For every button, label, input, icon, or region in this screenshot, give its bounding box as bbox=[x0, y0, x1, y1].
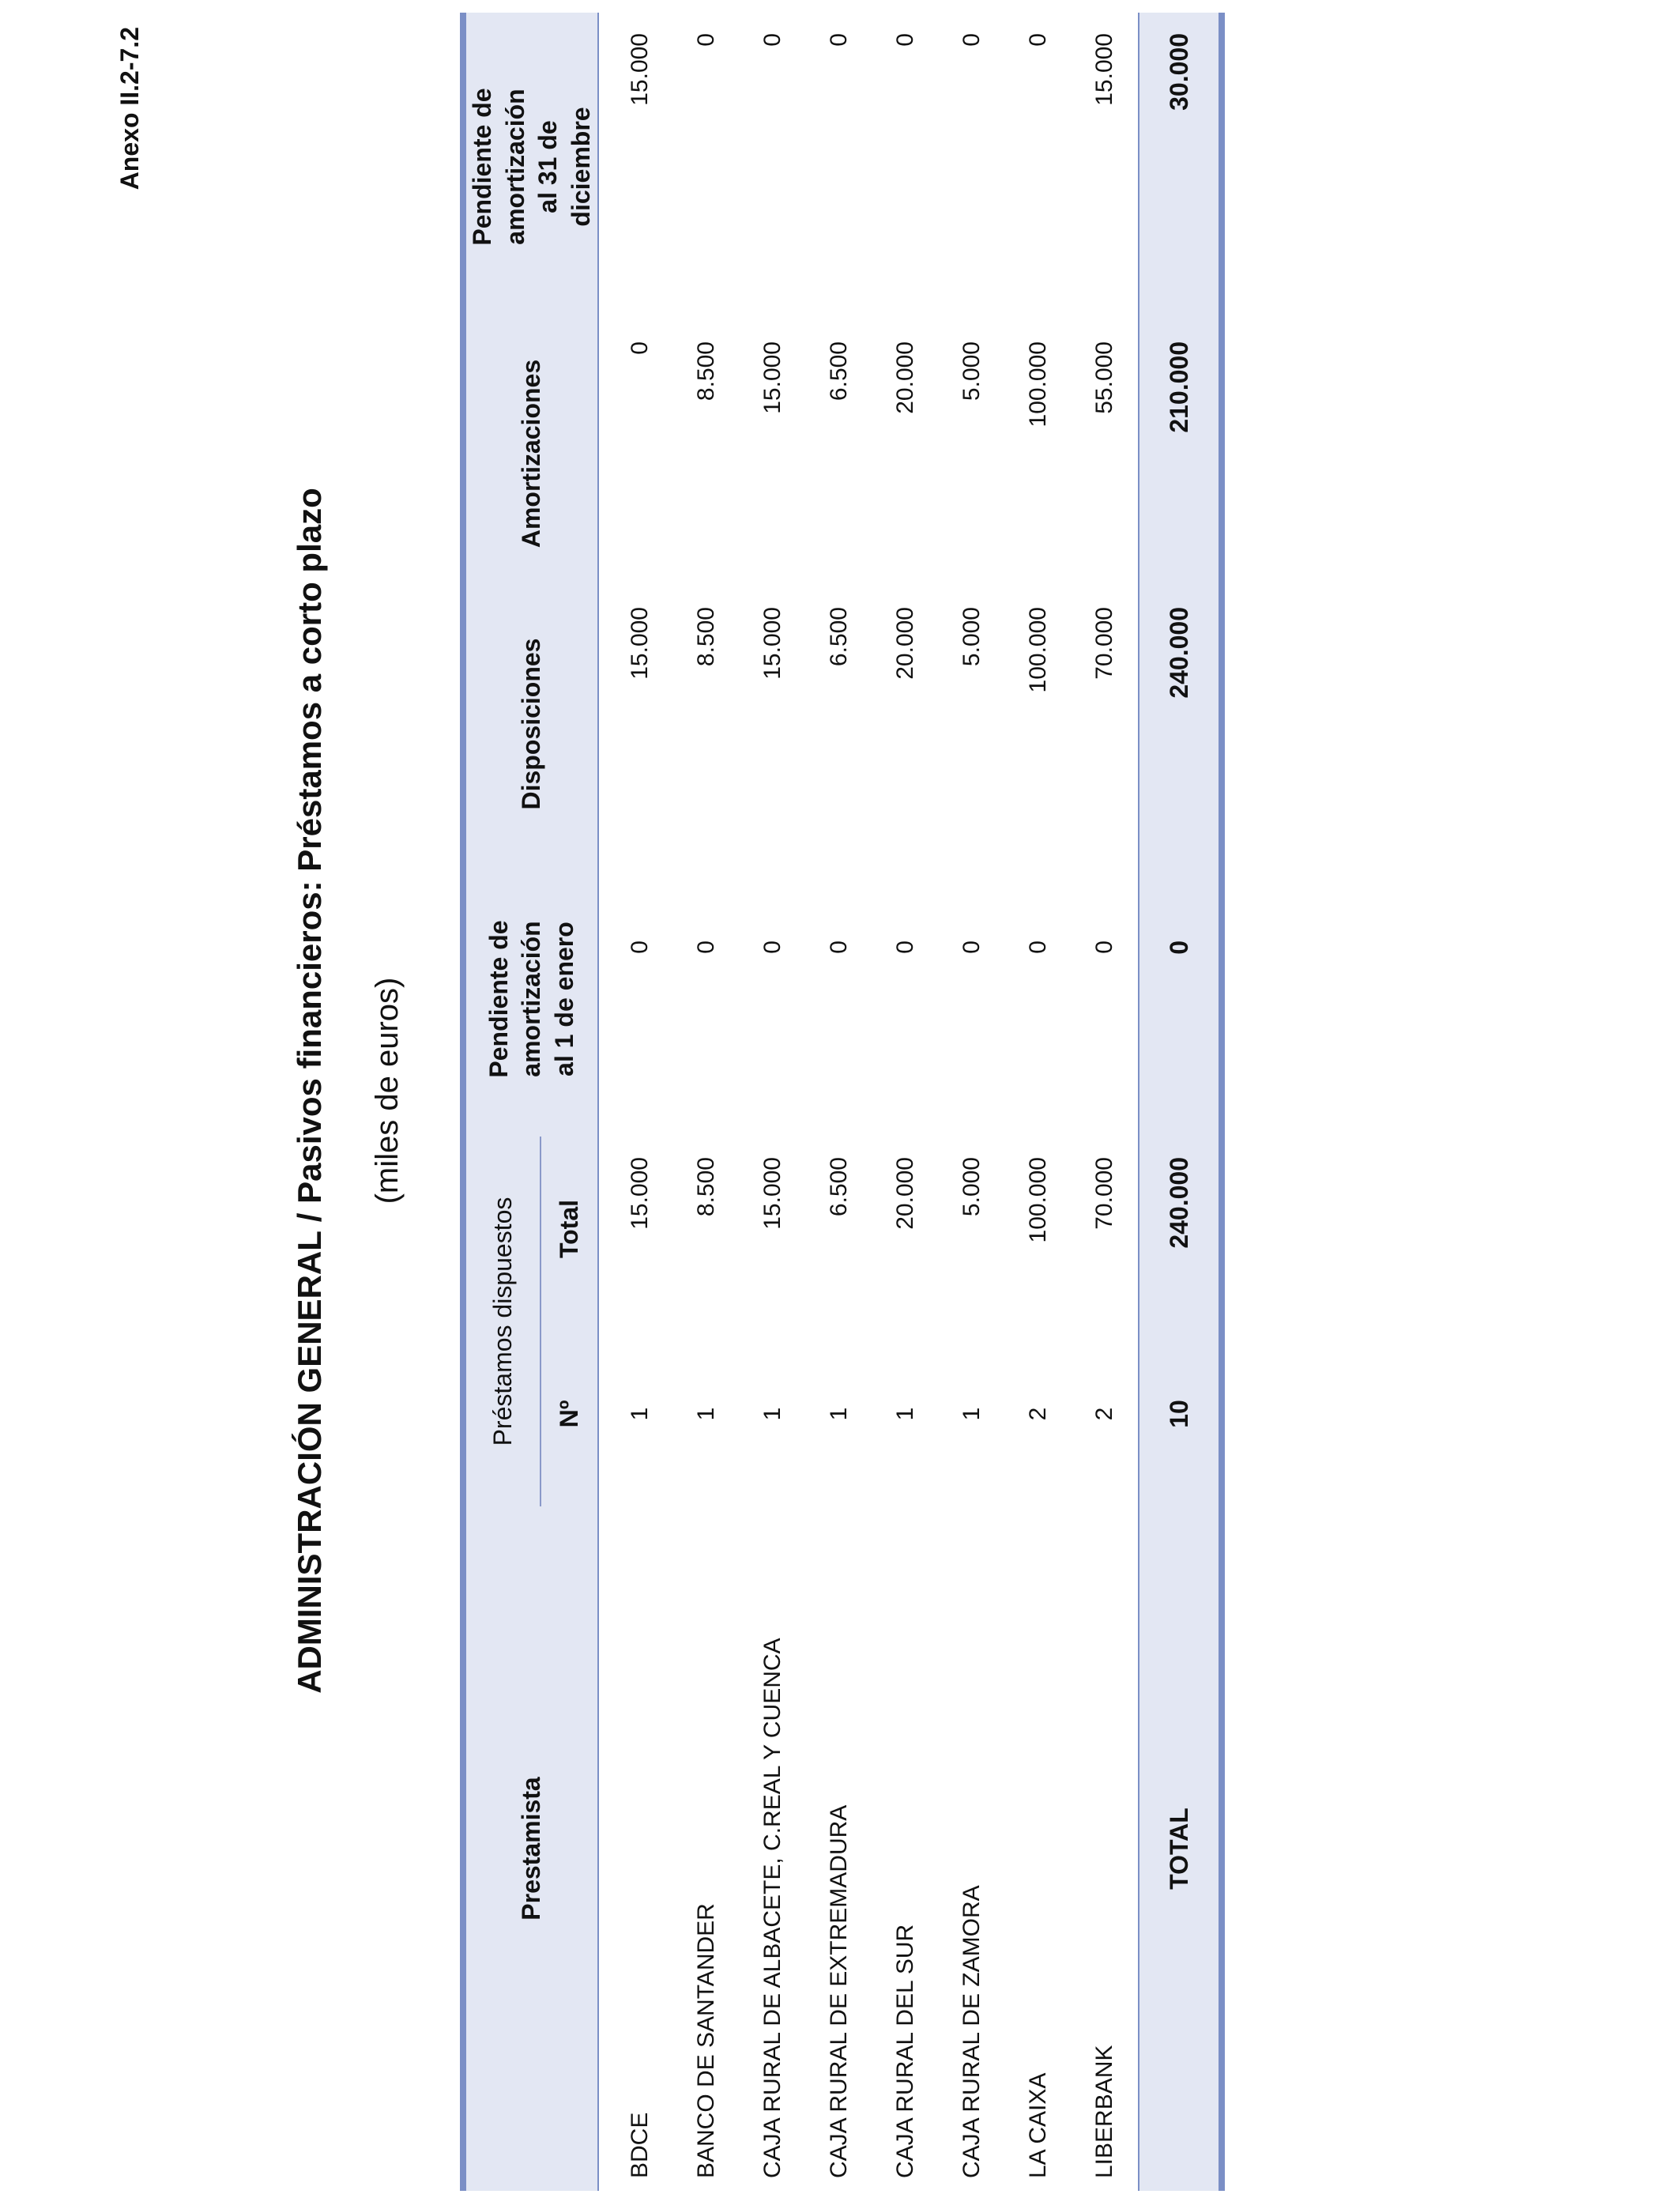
cell-lender: LA CAIXA bbox=[1025, 2072, 1052, 2178]
header-count: Nº bbox=[541, 1321, 598, 1506]
cell-repayments: 6.500 bbox=[826, 341, 853, 401]
header-disbursements: Disposiciones bbox=[463, 586, 598, 861]
header-pending-start: Pendiente de amortización al 1 de enero bbox=[463, 861, 598, 1137]
header-lender: Prestamista bbox=[463, 1506, 598, 2191]
cell-pending-start: 0 bbox=[693, 941, 720, 954]
table-header bbox=[463, 13, 598, 2191]
table-body bbox=[598, 13, 1139, 2191]
cell-pending-start: 0 bbox=[959, 941, 985, 954]
cell-lender: CAJA RURAL DE ZAMORA bbox=[959, 1885, 985, 2178]
cell-repayments: 5.000 bbox=[959, 341, 985, 401]
cell-count: 1 bbox=[826, 1407, 853, 1421]
cell-repayments: 8.500 bbox=[693, 341, 720, 401]
table-row bbox=[872, 13, 939, 2191]
cell-count: 1 bbox=[892, 1407, 919, 1421]
cell-pending-end: 0 bbox=[759, 33, 786, 47]
table-row bbox=[673, 13, 740, 2191]
table-row bbox=[806, 13, 872, 2191]
cell-pending-start: 0 bbox=[892, 941, 919, 954]
cell-pending-end: 15.000 bbox=[1091, 33, 1118, 106]
cell-total: 5.000 bbox=[959, 1157, 985, 1217]
header-total: Total bbox=[541, 1137, 598, 1321]
cell-lender: CAJA RURAL DEL SUR bbox=[892, 1924, 919, 2178]
table-row bbox=[598, 13, 673, 2191]
total-pending-end: 30.000 bbox=[1139, 13, 1222, 321]
cell-total: 15.000 bbox=[759, 1157, 786, 1230]
cell-count: 1 bbox=[959, 1407, 985, 1421]
header-repayments: Amortizaciones bbox=[463, 321, 598, 586]
cell-disbursements: 15.000 bbox=[759, 607, 786, 680]
cell-total: 15.000 bbox=[627, 1157, 654, 1230]
table-row bbox=[939, 13, 1005, 2191]
cell-pending-end: 15.000 bbox=[627, 33, 654, 106]
cell-pending-start: 0 bbox=[826, 941, 853, 954]
cell-pending-end: 0 bbox=[826, 33, 853, 47]
table-footer bbox=[1139, 13, 1222, 2191]
cell-count: 1 bbox=[759, 1407, 786, 1421]
table-row bbox=[1072, 13, 1139, 2191]
total-pending-start: 0 bbox=[1139, 861, 1222, 1137]
cell-count: 2 bbox=[1091, 1407, 1118, 1421]
cell-pending-start: 0 bbox=[1025, 941, 1052, 954]
cell-count: 1 bbox=[627, 1407, 654, 1421]
cell-repayments: 15.000 bbox=[759, 341, 786, 414]
cell-pending-end: 0 bbox=[1025, 33, 1052, 47]
cell-total: 6.500 bbox=[826, 1157, 853, 1217]
cell-total: 70.000 bbox=[1091, 1157, 1118, 1230]
cell-disbursements: 100.000 bbox=[1025, 607, 1052, 693]
header-loans-group: Préstamos dispuestos bbox=[463, 1137, 541, 1506]
cell-repayments: 55.000 bbox=[1091, 341, 1118, 414]
cell-total: 20.000 bbox=[892, 1157, 919, 1230]
loans-table-wrapper bbox=[460, 13, 1225, 2191]
cell-disbursements: 20.000 bbox=[892, 607, 919, 680]
totals-row bbox=[1139, 13, 1222, 2191]
cell-count: 2 bbox=[1025, 1407, 1052, 1421]
annex-label: Anexo II.2-7.2 bbox=[115, 27, 144, 190]
page-title: ADMINISTRACIÓN GENERAL / Pasivos financieros: Préstamos a corto plazo bbox=[291, 488, 328, 1694]
cell-disbursements: 6.500 bbox=[826, 607, 853, 667]
units-subtitle: (miles de euros) bbox=[370, 977, 405, 1204]
cell-count: 1 bbox=[693, 1407, 720, 1421]
cell-lender: BANCO DE SANTANDER bbox=[693, 1903, 720, 2178]
cell-lender: CAJA RURAL DE EXTREMADURA bbox=[826, 1804, 853, 2178]
total-count: 10 bbox=[1139, 1321, 1222, 1506]
cell-pending-start: 0 bbox=[627, 941, 654, 954]
cell-lender: BDCE bbox=[627, 2112, 654, 2178]
cell-disbursements: 15.000 bbox=[627, 607, 654, 680]
cell-lender: CAJA RURAL DE ALBACETE, C.REAL Y CUENCA bbox=[759, 1638, 786, 2178]
total-disbursements: 240.000 bbox=[1139, 586, 1222, 861]
header-pending-end: Pendiente de amortización al 31 de diciembre bbox=[463, 13, 598, 321]
cell-repayments: 0 bbox=[627, 341, 654, 355]
cell-pending-start: 0 bbox=[1091, 941, 1118, 954]
cell-pending-end: 0 bbox=[892, 33, 919, 47]
cell-total: 8.500 bbox=[693, 1157, 720, 1217]
short-term-loans-table bbox=[460, 13, 1225, 2191]
cell-pending-start: 0 bbox=[759, 941, 786, 954]
cell-disbursements: 70.000 bbox=[1091, 607, 1118, 680]
table-row bbox=[740, 13, 806, 2191]
total-label: TOTAL bbox=[1139, 1506, 1222, 2191]
cell-repayments: 20.000 bbox=[892, 341, 919, 414]
cell-disbursements: 5.000 bbox=[959, 607, 985, 667]
cell-pending-end: 0 bbox=[959, 33, 985, 47]
cell-disbursements: 8.500 bbox=[693, 607, 720, 667]
cell-repayments: 100.000 bbox=[1025, 341, 1052, 428]
table-row bbox=[1005, 13, 1072, 2191]
cell-lender: LIBERBANK bbox=[1091, 2045, 1118, 2178]
total-repayments: 210.000 bbox=[1139, 321, 1222, 586]
total-total: 240.000 bbox=[1139, 1137, 1222, 1321]
cell-pending-end: 0 bbox=[693, 33, 720, 47]
cell-total: 100.000 bbox=[1025, 1157, 1052, 1243]
